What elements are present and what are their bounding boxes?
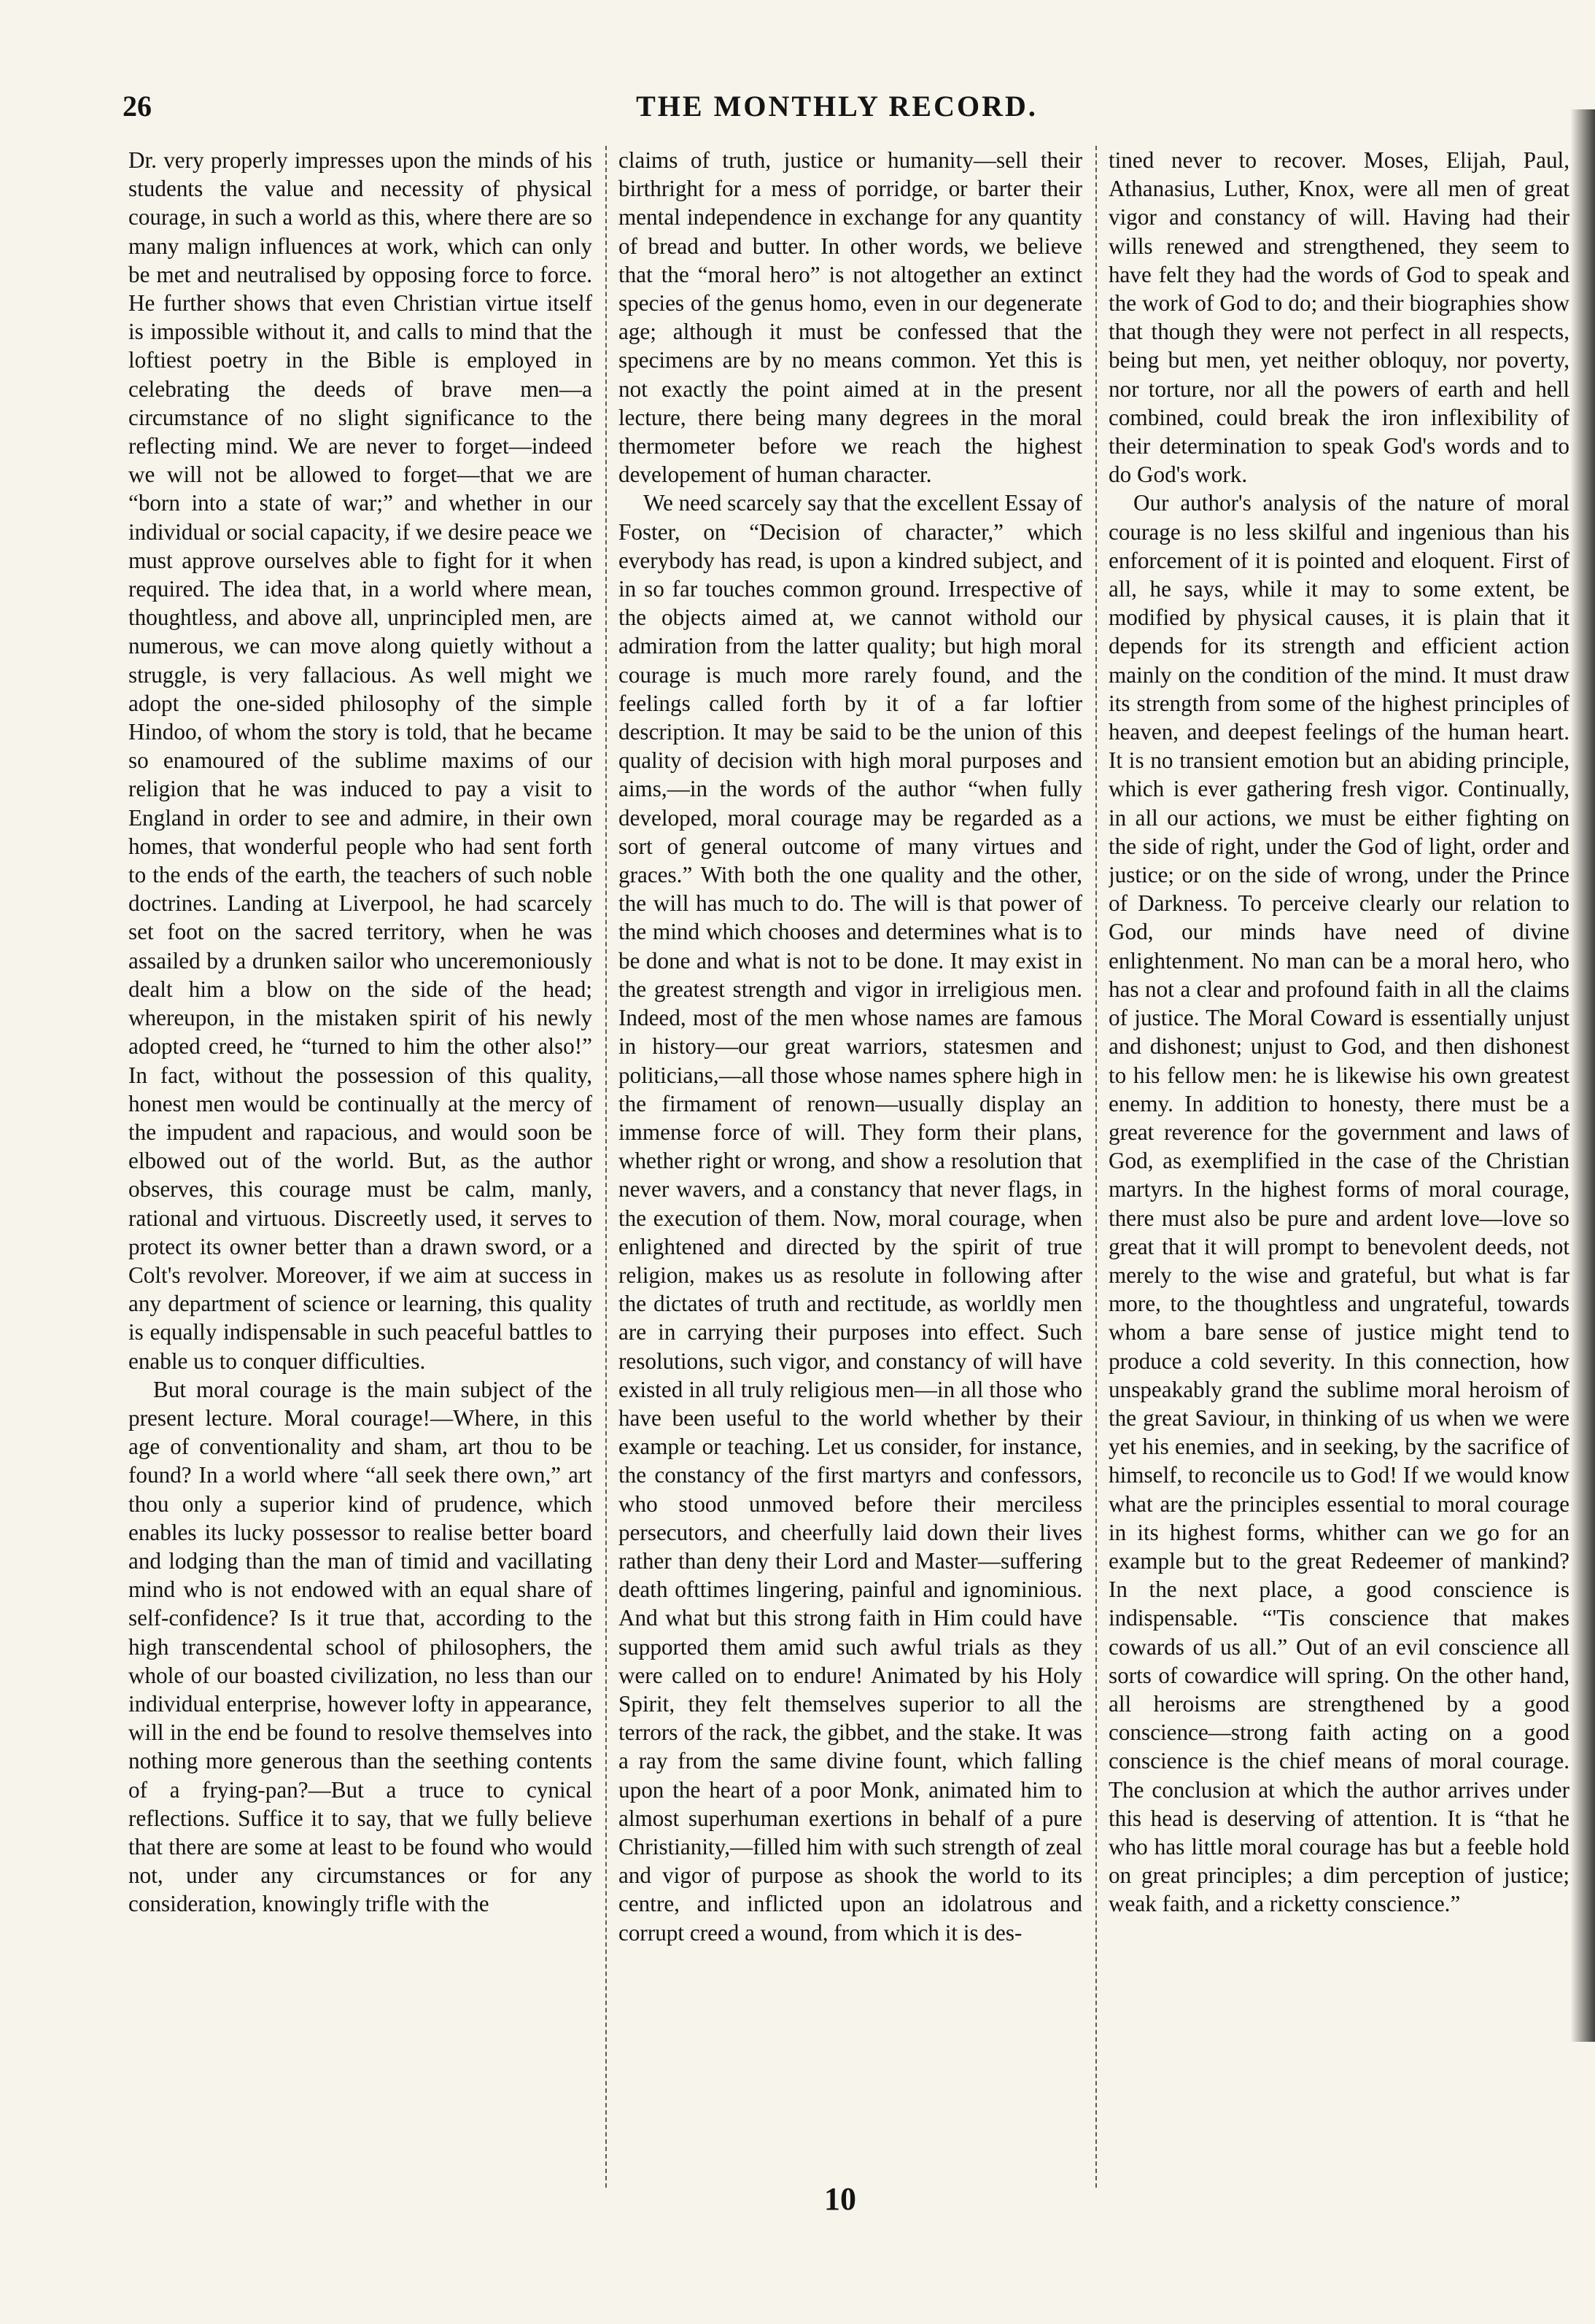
column-divider (605, 146, 607, 2188)
paragraph: tined never to recover. Moses, Elijah, Paul, Athanasius, Luther, Knox, were all men of great vigor and constancy of will. Having had their wills renewed and strengthened, they seem to have felt they had the words of God to speak and the work of God to do; and their biographies show that though they were not perfect in all respects, being but men, yet neither obloquy, nor poverty, nor torture, nor all the powers of earth and hell combined, could break the iron inflexibility of their determination to speak God's words and to do God's work. (1109, 147, 1569, 488)
binding-shadow (1570, 109, 1595, 2042)
paragraph: We need scarcely say that the excellent Essay of Foster, on “Decision of character,” which everybody has read, is upon a kindred subject, and in so far touches common ground. Irrespective of the objects aimed at, we cannot withold our admiration from the latter quality; but high moral courage is much more rarely found, and the feelings called forth by it of a far loftier description. It may be said to be the union of this quality of decision with high moral purposes and aims,—in the words of the author “when fully developed, moral courage may be regarded as a sort of general outcome of many virtues and graces.” With both the one quality and the other, the will has much to do. The will is that power of the mind which chooses and determines what is to be done and what is not to be done. It may exist in the greatest strength and vigor in irreligious men. Indeed, most of the men whose names are famous in history—our great warriors, statesmen and politicians,—all those whose names sphere high in the firmament of renown—usually display an immense force of will. They form their plans, whether right or wrong, and show a resolution that never wavers, and a constancy that never flags, in the execution of them. Now, moral courage, when enlightened and directed by the spirit of true religion, makes us as resolute in following after the dictates of truth and rectitude, as worldly men are in carrying their purposes into effect. Such resolutions, such vigor, and constancy of will have existed in all truly religious men—in all those who have been useful to the world whether by their example or teaching. Let us consider, for instance, the constancy of the first martyrs and confessors, who stood unmoved before their merciless persecutors, and cheerfully laid down their lives rather than deny their Lord and Master—suffering death ofttimes lingering, painful and ignominious. And what but this strong faith in Him could have supported them amid such awful trials as they were called on to endure! Animated by his Holy Spirit, they felt themselves superior to all the terrors of the rack, the gibbet, and the stake. It was a ray from the same divine fount, which falling upon the heart of a poor Monk, animated him to almost superhuman exertions in behalf of a pure Christianity,—filled him with such strength of zeal and vigor of purpose as shook the world to its centre, and inflicted upon an idolatrous and corrupt creed a wound, from which it is des- (618, 490, 1082, 1946)
column-1 (128, 146, 592, 2188)
paragraph: Our author's analysis of the nature of moral courage is no less skilful and ingenious than his enforcement of it is pointed and eloquent. First of all, he says, while it may to some extent, be modified by physical causes, it is plain that it depends for its strength and efficient action mainly on the condition of the mind. It must draw its strength from some of the highest principles of heaven, and deepest feelings of the human heart. It is no transient emotion but an abiding principle, which is ever gathering fresh vigor. Continually, in all our actions, we must be either fighting on the side of right, under the God of light, order and justice; or on the side of wrong, under the Prince of Darkness. To perceive clearly our relation to God, our minds have need of divine enlightenment. No man can be a moral hero, who has not a clear and profound faith in all the claims of justice. The Moral Coward is essentially unjust and dishonest; unjust to God, and then dishonest to his fellow men: he is likewise his own greatest enemy. In addition to honesty, there must be a great reverence for the government and laws of God, as exemplified in the case of the Christian martyrs. In the highest forms of moral courage, there must also be pure and ardent love—love so great that it will prompt to benevolent deeds, not merely to the wise and grateful, but what is far more, to the thoughtless and ungrateful, towards whom a bare sense of justice might tend to produce a cold severity. In this connection, how unspeakably grand the sublime moral heroism of the great Saviour, in thinking of us when we were yet his enemies, and in seeking, by the sacrifice of himself, to reconcile us to God! If we would know what are the principles essential to moral courage in its highest forms, whither can we go for an example but to the great Redeemer of mankind? In the next place, a good conscience is indispensable. “'Tis conscience that makes cowards of us all.” Out of an evil conscience all sorts of cowardice will spring. On the other hand, all heroisms are strengthened by a good conscience—strong faith acting on a good conscience is the chief means of moral courage. The conclusion at which the author arrives under this head is deserving of attention. It is “that he who has little moral courage has but a feeble hold on great principles; a dim perception of justice; weak faith, and a ricketty conscience.” (1109, 490, 1569, 1917)
column-3 (1109, 146, 1569, 2188)
paragraph: But moral courage is the main subject of the present lecture. Moral courage!—Where, in this age of conventionality and sham, art thou to be found? In a world where “all seek there own,” art thou only a superior kind of prudence, which enables its lucky possessor to realise better board and lodging than the man of timid and vacillating mind who is not endowed with an equal share of self-confidence? Is it true that, according to the high transcendental school of philosophers, the whole of our boasted civilization, no less than our individual enterprise, however lofty in appearance, will in the end be found to resolve themselves into nothing more generous than the seething contents of a frying-pan?—But a truce to cynical reflections. Suffice it to say, that we fully believe that there are some at least to be found who would not, under any circumstances or for any consideration, knowingly trifle with the (128, 1376, 592, 1917)
signature-number: 10 (824, 2181, 856, 2217)
page-number: 26 (123, 90, 152, 123)
page-header (123, 89, 1551, 137)
column-divider (1095, 146, 1097, 2188)
running-title: THE MONTHLY RECORD. (636, 90, 1038, 123)
paragraph: Dr. very properly impresses upon the minds of his students the value and necessity of physical courage, in such a world as this, where there are so many malign influences at work, which can only be met and neutralised by opposing force to force. He further shows that even Christian virtue itself is impossible without it, and calls to mind that the loftiest poetry in the Bible is employed in celebrating the deeds of brave men—a circumstance of no slight significance to the reflecting mind. We are never to forget—indeed we will not be allowed to forget—that we are “born into a state of war;” and whether in our individual or social capacity, if we desire peace we must approve ourselves able to fight for it when required. The idea that, in a world where mean, thoughtless, and above all, unprincipled men, are numerous, we can move along quietly without a struggle, is very fallacious. As well might we adopt the one-sided philosophy of the simple Hindoo, of whom the story is told, that he became so enamoured of the sublime maxims of our religion that he was induced to pay a visit to England in order to see and admire, in their own homes, that wonderful people who had sent forth to the ends of the earth, the teachers of such noble doctrines. Landing at Liverpool, he had scarcely set foot on the sacred territory, when he was assailed by a drunken sailor who unceremoniously dealt him a blow on the side of the head; whereupon, in the mistaken spirit of his newly adopted creed, he “turned to him the other also!” In fact, without the possession of this quality, honest men would be continually at the mercy of the impudent and rapacious, and would soon be elbowed out of the world. But, as the author observes, this courage must be calm, manly, rational and virtuous. Discreetly used, it serves to protect its owner better than a drawn sword, or a Colt's revolver. Moreover, if we aim at success in any department of science or learning, this quality is equally indispensable in such peaceful battles to enable us to conquer difficulties. (128, 147, 592, 1374)
text-columns (128, 146, 1571, 2188)
column-2 (618, 146, 1082, 2188)
paragraph: claims of truth, justice or humanity—sell their birthright for a mess of porridge, or barter their mental independence in exchange for any quantity of bread and butter. In other words, we believe that the “moral hero” is not altogether an extinct species of the genus homo, even in our degenerate age; although it must be confessed that the specimens are by no means common. Yet this is not exactly the point aimed at in the present lecture, there being many degrees in the moral thermometer before we reach the highest developement of human character. (618, 147, 1082, 488)
